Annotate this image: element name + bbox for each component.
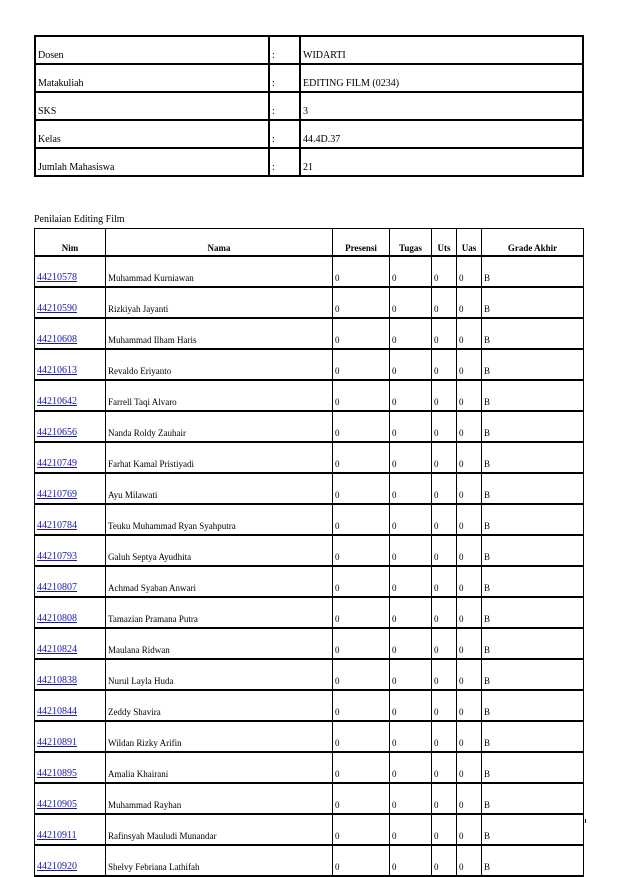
cell-nim (35, 473, 106, 504)
cell-uas: 0 (457, 442, 482, 473)
cell-tugas: 0 (390, 659, 432, 690)
cell-grade: B (482, 411, 584, 442)
cell-presensi: 0 (333, 814, 390, 845)
grades-header-row (35, 229, 584, 257)
grades-caption: Penilaian Editing Film (34, 214, 125, 225)
header-tugas: Tugas (390, 229, 432, 257)
nim-link[interactable]: 44210807 (37, 582, 77, 593)
cell-nama: Amalia Khairani (106, 752, 333, 783)
cell-uts: 0 (432, 752, 457, 783)
info-value: 3 (300, 92, 583, 120)
table-row (35, 566, 584, 597)
cell-nim (35, 504, 106, 535)
cell-nim (35, 566, 106, 597)
cell-grade: B (482, 318, 584, 349)
cell-nama: Revaldo Eriyanto (106, 349, 333, 380)
cell-nama: Nurul Layla Huda (106, 659, 333, 690)
cell-grade: B (482, 721, 584, 752)
header-grade: Grade Akhir (482, 229, 584, 257)
cell-uas: 0 (457, 566, 482, 597)
cell-presensi: 0 (333, 690, 390, 721)
cell-tugas: 0 (390, 349, 432, 380)
cell-grade: B (482, 659, 584, 690)
cell-presensi: 0 (333, 783, 390, 814)
cell-grade: B (482, 845, 584, 876)
cell-nama: Rafinsyah Mauludi Munandar (106, 814, 333, 845)
cell-nim (35, 256, 106, 287)
table-row (35, 380, 584, 411)
table-row (35, 411, 584, 442)
cell-uts: 0 (432, 504, 457, 535)
cell-nama: Wildan Rizky Arifin (106, 721, 333, 752)
cell-grade: B (482, 256, 584, 287)
nim-link[interactable]: 44210838 (37, 675, 77, 686)
header-nama: Nama (106, 229, 333, 257)
course-info-table (34, 35, 584, 177)
table-row (35, 349, 584, 380)
cell-uas: 0 (457, 659, 482, 690)
cell-uts: 0 (432, 628, 457, 659)
info-label: Jumlah Mahasiswa (35, 148, 269, 176)
grades-table (34, 228, 584, 877)
nim-link[interactable]: 44210824 (37, 644, 77, 655)
nim-link[interactable]: 44210769 (37, 489, 77, 500)
header-uas: Uas (457, 229, 482, 257)
cell-uas: 0 (457, 535, 482, 566)
cell-presensi: 0 (333, 411, 390, 442)
header-nim: Nim (35, 229, 106, 257)
cell-uas: 0 (457, 845, 482, 876)
table-row (35, 659, 584, 690)
cell-nim (35, 442, 106, 473)
nim-link[interactable]: 44210578 (37, 272, 77, 283)
table-row (35, 442, 584, 473)
cell-presensi: 0 (333, 628, 390, 659)
cell-nama: Ayu Milawati (106, 473, 333, 504)
cell-grade: B (482, 287, 584, 318)
cell-presensi: 0 (333, 349, 390, 380)
cell-uts: 0 (432, 256, 457, 287)
info-separator: : (269, 148, 300, 176)
cell-presensi: 0 (333, 721, 390, 752)
cell-nim (35, 690, 106, 721)
table-row (35, 752, 584, 783)
nim-link[interactable]: 44210656 (37, 427, 77, 438)
info-value: 21 (300, 148, 583, 176)
cell-presensi: 0 (333, 504, 390, 535)
cell-uts: 0 (432, 566, 457, 597)
nim-link[interactable]: 44210808 (37, 613, 77, 624)
nim-link[interactable]: 44210793 (37, 551, 77, 562)
cell-presensi: 0 (333, 318, 390, 349)
cell-uas: 0 (457, 287, 482, 318)
cell-grade: B (482, 783, 584, 814)
cell-tugas: 0 (390, 473, 432, 504)
cell-nama: Achmad Syaban Anwari (106, 566, 333, 597)
cell-tugas: 0 (390, 721, 432, 752)
cell-uas: 0 (457, 349, 482, 380)
cell-uas: 0 (457, 318, 482, 349)
table-row (35, 473, 584, 504)
cell-nama: Farrell Taqi Alvaro (106, 380, 333, 411)
cell-tugas: 0 (390, 690, 432, 721)
cell-nim (35, 287, 106, 318)
cell-tugas: 0 (390, 504, 432, 535)
cell-nama: Shelvy Febriana Lathifah (106, 845, 333, 876)
cell-nim (35, 752, 106, 783)
nim-link[interactable]: 44210784 (37, 520, 77, 531)
nim-link[interactable]: 44210911 (37, 830, 77, 841)
cell-presensi: 0 (333, 752, 390, 783)
table-row (35, 721, 584, 752)
table-row (35, 535, 584, 566)
cell-presensi: 0 (333, 566, 390, 597)
cell-uas: 0 (457, 256, 482, 287)
cell-nim (35, 535, 106, 566)
cell-uts: 0 (432, 535, 457, 566)
cell-nama: Rizkiyah Jayanti (106, 287, 333, 318)
cell-uas: 0 (457, 411, 482, 442)
info-row (35, 120, 583, 148)
cell-uts: 0 (432, 814, 457, 845)
nim-link[interactable]: 44210642 (37, 396, 77, 407)
cell-nama: Maulana Ridwan (106, 628, 333, 659)
cell-presensi: 0 (333, 845, 390, 876)
cell-uts: 0 (432, 287, 457, 318)
cell-grade: B (482, 535, 584, 566)
table-row (35, 318, 584, 349)
table-row (35, 845, 584, 876)
cell-uas: 0 (457, 504, 482, 535)
info-row (35, 36, 583, 64)
cell-tugas: 0 (390, 318, 432, 349)
cell-nama: Zeddy Shavira (106, 690, 333, 721)
cell-presensi: 0 (333, 473, 390, 504)
nim-link[interactable]: 44210590 (37, 303, 77, 314)
cell-nim (35, 721, 106, 752)
cell-nim (35, 783, 106, 814)
cell-nim (35, 597, 106, 628)
cell-tugas: 0 (390, 380, 432, 411)
cell-grade: B (482, 380, 584, 411)
info-value: EDITING FILM (0234) (300, 64, 583, 92)
info-separator: : (269, 120, 300, 148)
cell-uas: 0 (457, 380, 482, 411)
cell-grade: B (482, 473, 584, 504)
cell-tugas: 0 (390, 287, 432, 318)
cell-grade: B (482, 628, 584, 659)
cell-uts: 0 (432, 473, 457, 504)
info-value: WIDARTI (300, 36, 583, 64)
cell-tugas: 0 (390, 256, 432, 287)
cell-uas: 0 (457, 814, 482, 845)
cell-tugas: 0 (390, 783, 432, 814)
info-row (35, 64, 583, 92)
cell-grade: B (482, 597, 584, 628)
cell-uts: 0 (432, 783, 457, 814)
nim-link[interactable]: 44210920 (37, 861, 77, 872)
cell-grade: B (482, 566, 584, 597)
cell-nama: Muhammad Rayhan (106, 783, 333, 814)
info-separator: : (269, 36, 300, 64)
cell-uas: 0 (457, 690, 482, 721)
table-row (35, 628, 584, 659)
cell-uts: 0 (432, 349, 457, 380)
cell-presensi: 0 (333, 442, 390, 473)
cell-uts: 0 (432, 442, 457, 473)
cell-tugas: 0 (390, 845, 432, 876)
table-continuation (34, 819, 586, 823)
header-presensi: Presensi (333, 229, 390, 257)
info-separator: : (269, 64, 300, 92)
cell-nim (35, 845, 106, 876)
cell-grade: B (482, 504, 584, 535)
table-row (35, 690, 584, 721)
cell-tugas: 0 (390, 442, 432, 473)
table-row (35, 504, 584, 535)
cell-uas: 0 (457, 721, 482, 752)
info-label: SKS (35, 92, 269, 120)
info-value: 44.4D.37 (300, 120, 583, 148)
cell-presensi: 0 (333, 659, 390, 690)
cell-nama: Muhammad Kurniawan (106, 256, 333, 287)
cell-uas: 0 (457, 752, 482, 783)
cell-nama: Teuku Muhammad Ryan Syahputra (106, 504, 333, 535)
table-row (35, 597, 584, 628)
nim-link[interactable]: 44210891 (37, 737, 77, 748)
cell-nama: Nanda Roldy Zauhair (106, 411, 333, 442)
cell-uts: 0 (432, 659, 457, 690)
cell-nim (35, 318, 106, 349)
cell-nim (35, 349, 106, 380)
table-row (35, 256, 584, 287)
cell-uts: 0 (432, 318, 457, 349)
nim-link[interactable]: 44210613 (37, 365, 77, 376)
nim-link[interactable]: 44210895 (37, 768, 77, 779)
cell-nim (35, 411, 106, 442)
cell-nama: Tamazian Pramana Putra (106, 597, 333, 628)
cell-nim (35, 628, 106, 659)
cell-uas: 0 (457, 597, 482, 628)
cell-tugas: 0 (390, 597, 432, 628)
header-uts: Uts (432, 229, 457, 257)
nim-link[interactable]: 44210844 (37, 706, 77, 717)
cell-tugas: 0 (390, 566, 432, 597)
cell-uas: 0 (457, 628, 482, 659)
info-separator: : (269, 92, 300, 120)
cell-grade: B (482, 752, 584, 783)
cell-tugas: 0 (390, 752, 432, 783)
cell-uts: 0 (432, 845, 457, 876)
cell-nim (35, 380, 106, 411)
cell-uts: 0 (432, 380, 457, 411)
nim-link[interactable]: 44210905 (37, 799, 77, 810)
cell-uas: 0 (457, 473, 482, 504)
info-label: Matakuliah (35, 64, 269, 92)
cell-grade: B (482, 349, 584, 380)
cell-tugas: 0 (390, 535, 432, 566)
cell-grade: B (482, 442, 584, 473)
table-row (35, 287, 584, 318)
cell-uts: 0 (432, 690, 457, 721)
cell-tugas: 0 (390, 814, 432, 845)
info-row (35, 92, 583, 120)
table-row (35, 783, 584, 814)
cell-uas: 0 (457, 783, 482, 814)
cell-presensi: 0 (333, 597, 390, 628)
cell-grade: B (482, 690, 584, 721)
cell-presensi: 0 (333, 287, 390, 318)
info-row (35, 148, 583, 176)
cell-grade: B (482, 814, 584, 845)
cell-nama: Galuh Septya Ayudhita (106, 535, 333, 566)
cell-uts: 0 (432, 411, 457, 442)
nim-link[interactable]: 44210608 (37, 334, 77, 345)
nim-link[interactable]: 44210749 (37, 458, 77, 469)
cell-nim (35, 659, 106, 690)
cell-nama: Farhat Kamal Pristiyadi (106, 442, 333, 473)
cell-presensi: 0 (333, 256, 390, 287)
cell-uts: 0 (432, 597, 457, 628)
cell-uts: 0 (432, 721, 457, 752)
cell-nama: Muhammad Ilham Haris (106, 318, 333, 349)
info-label: Dosen (35, 36, 269, 64)
cell-presensi: 0 (333, 535, 390, 566)
cell-tugas: 0 (390, 628, 432, 659)
info-label: Kelas (35, 120, 269, 148)
cell-presensi: 0 (333, 380, 390, 411)
cell-tugas: 0 (390, 411, 432, 442)
